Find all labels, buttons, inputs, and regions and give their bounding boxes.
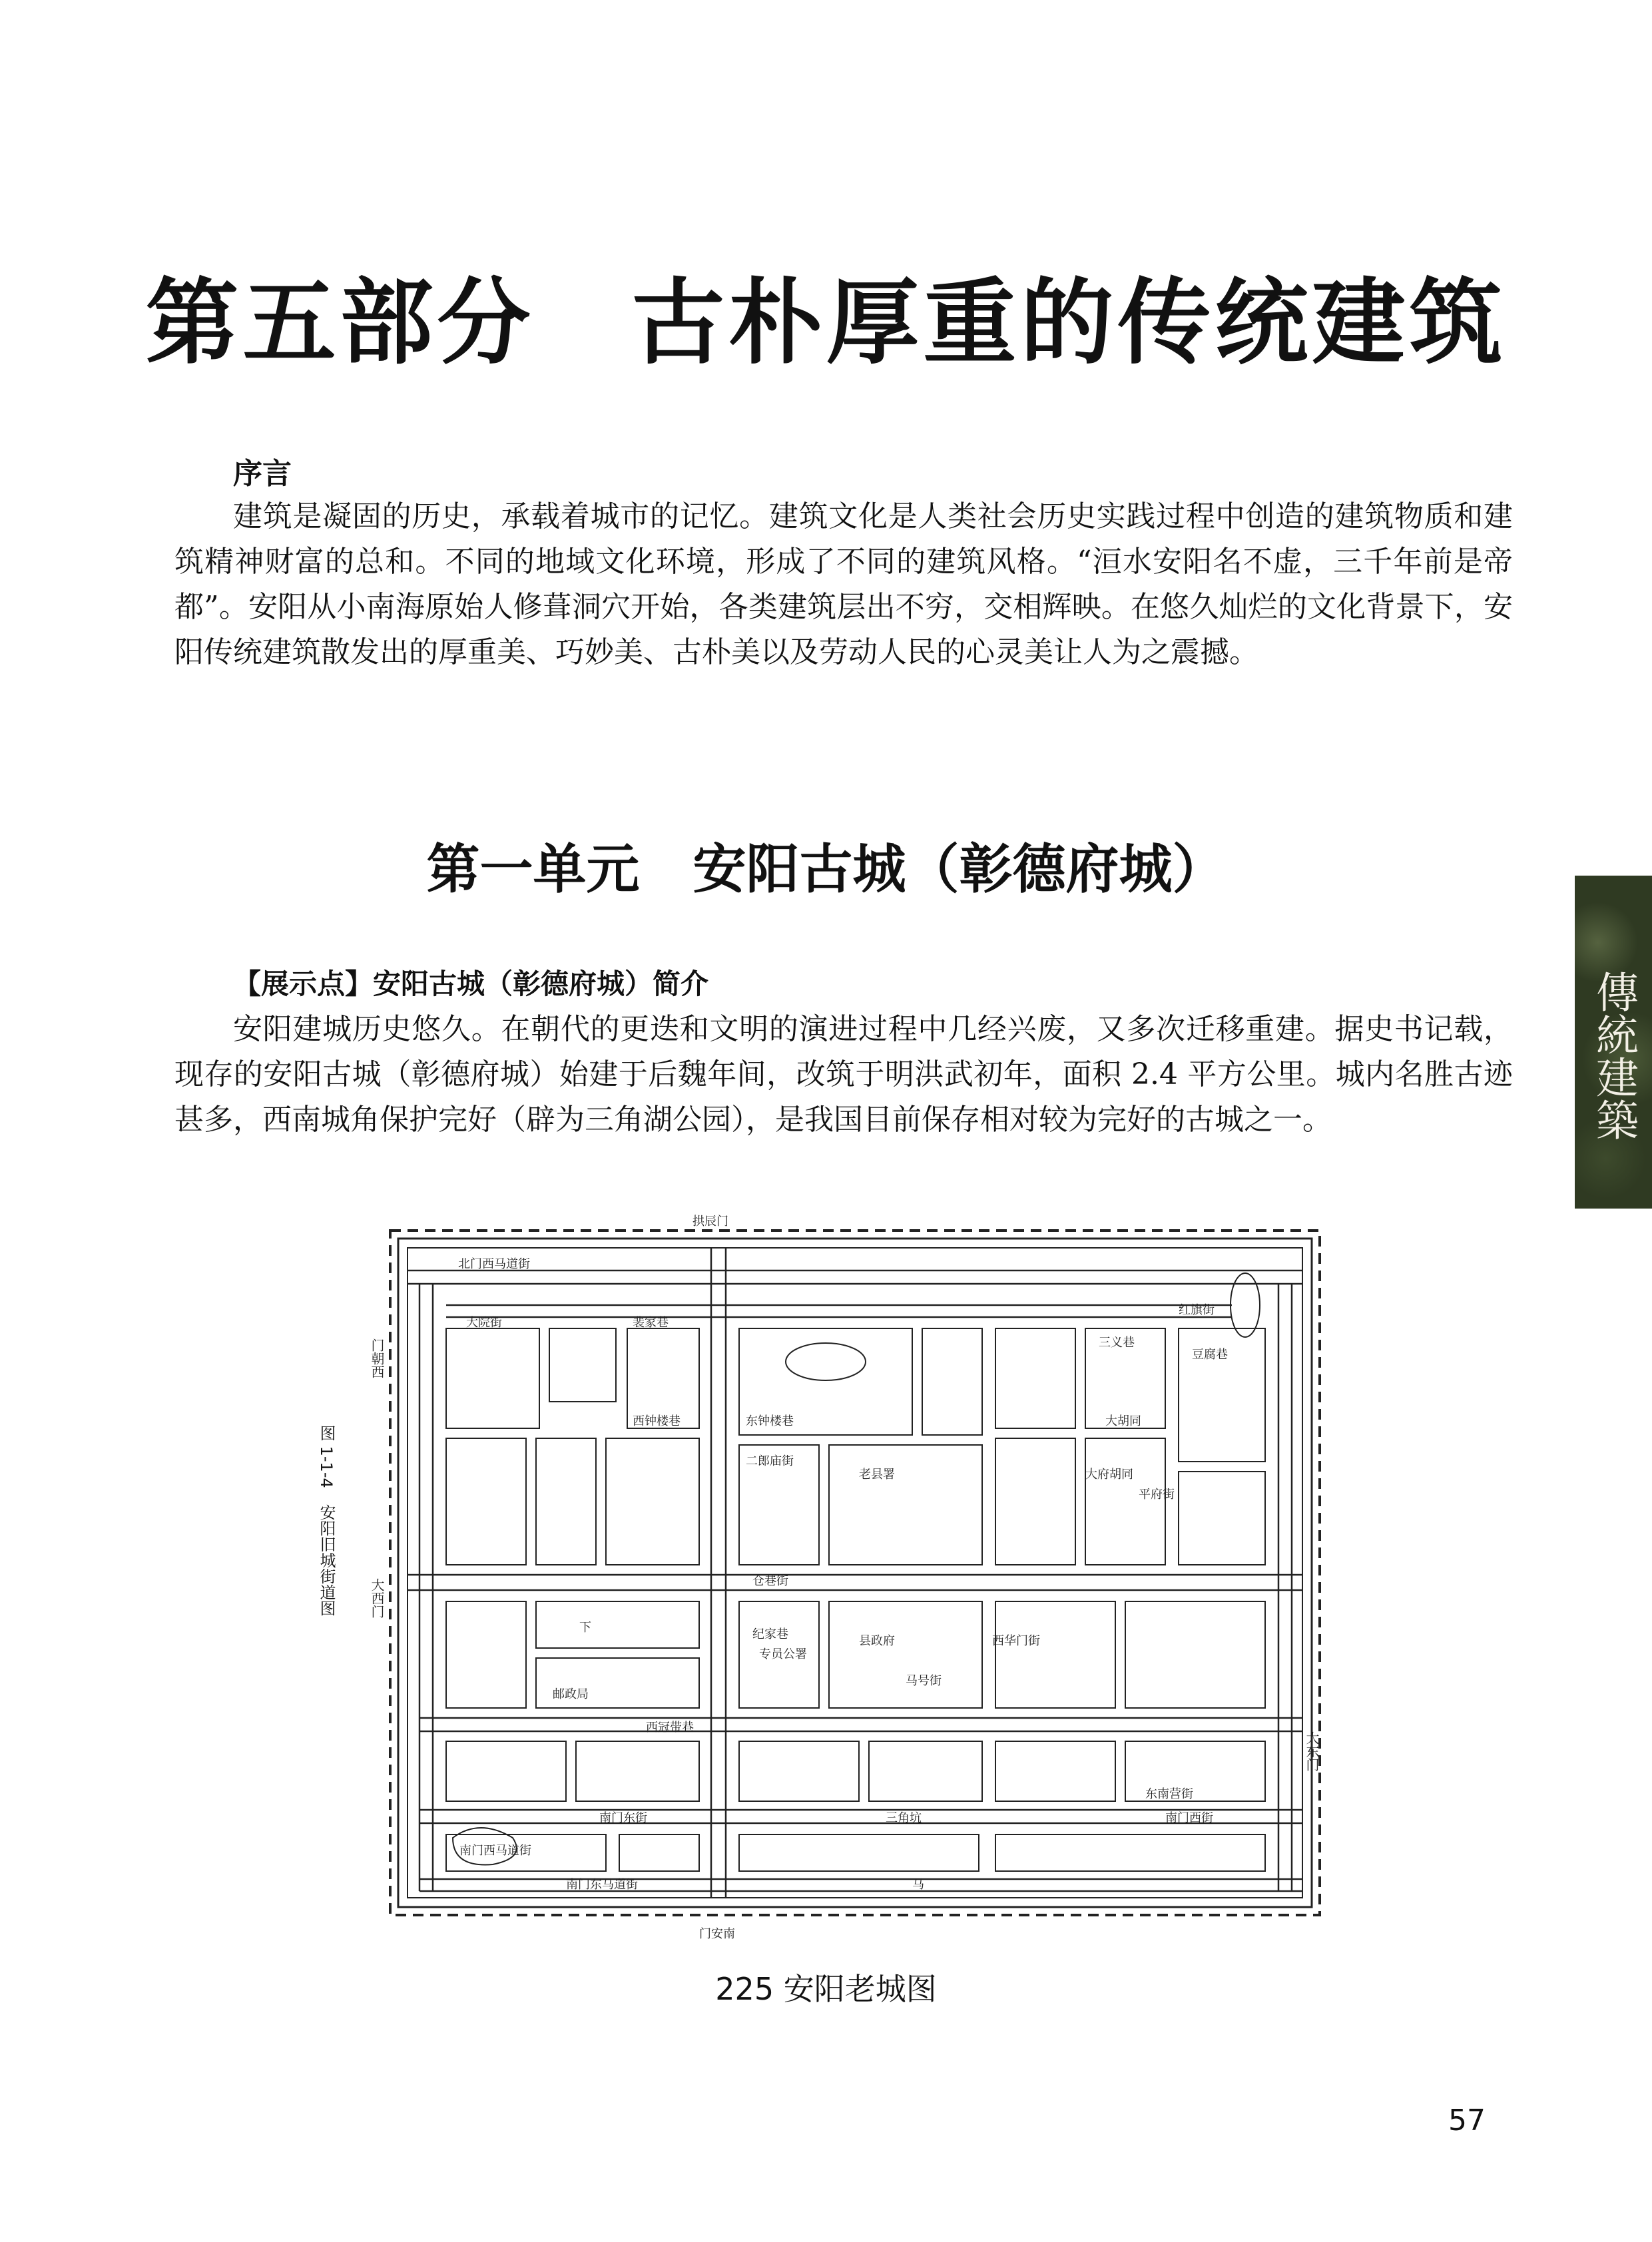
street-label-nanmenximadao: 南门东马道街: [566, 1878, 638, 1892]
side-tab-label: 傳統建築: [1589, 970, 1638, 1141]
street-label-xihuamen: 县政府: [859, 1634, 895, 1648]
figure-caption: 225 安阳老城图: [715, 1971, 937, 2007]
page-number: 57: [1448, 2103, 1486, 2137]
ponds: [453, 1273, 1260, 1865]
street-label-dongzhonglou: 东钟楼巷: [746, 1414, 794, 1428]
map-gate-labels-side: [369, 1338, 1320, 1771]
city-blocks: [446, 1328, 1265, 1871]
gate-west-north-label: 门朝西: [369, 1338, 385, 1378]
gate-east-label: 大东门: [1304, 1731, 1320, 1771]
street-label-sanyi: 三义巷: [1099, 1336, 1135, 1350]
preface-paragraph: 建筑是凝固的历史，承载着城市的记忆。建筑文化是人类社会历史实践过程中创造的建筑物质和建筑精神财富的总和。不同的地域文化环境，形成了不同的建筑风格。“洹水安阳名不虚，三千年前是帝都”。安阳从小南海原始人修葺洞穴开始，各类建筑层出不穷，交相辉映。在悠久灿烂的文化背景下，安阳传统建筑散发出的厚重美、巧妙美、古朴美以及劳动人民的心灵美让人为之震撼。: [174, 499, 1513, 669]
street-label-pingfu: 平府街: [1139, 1488, 1175, 1502]
street-label-nanmendongmadao: 马: [912, 1878, 924, 1892]
street-label-laoxianshu: 老县署: [859, 1468, 895, 1482]
street-label-nanmendong: 三角坑: [886, 1811, 922, 1825]
street-label-jijia: 下: [579, 1621, 591, 1635]
gate-west-south-label: 大西门: [369, 1578, 385, 1618]
map-labels: [458, 1215, 1228, 1941]
preface-heading: 序言: [233, 457, 292, 491]
gate-south-label: 门安南: [699, 1927, 735, 1941]
city-wall: [398, 1239, 1312, 1907]
map-figure: [369, 1205, 1338, 1944]
street-label-nw: 北门西马道街: [458, 1257, 530, 1271]
street-label-xianzhengfu: 专员公署: [759, 1647, 807, 1661]
unit-title: 第一单元 安阳古城（彰德府城）: [426, 838, 1226, 900]
street-label-xiguandai: 邮政局: [553, 1687, 589, 1701]
street-label-xizhonglou: 西钟楼巷: [633, 1414, 681, 1428]
street-label-dongnanying: 南门西街: [1165, 1811, 1213, 1825]
map-figure-id: 图 1-1-4 安阳旧城街道图: [317, 1425, 336, 1616]
old-city-map: [317, 1205, 1338, 1944]
street-label-dahutong: 大胡同: [1105, 1414, 1141, 1428]
park-label-sanjiaokeng: 南门西马道街: [459, 1844, 531, 1858]
street-label-mahao: 西华门街: [992, 1634, 1040, 1648]
exhibit-paragraph: 安阳建城历史悠久。在朝代的更迭和文明的演进过程中几经兴废，又多次迁移重建。据史书记载，现存的安阳古城（彰德府城）始建于后魏年间，改筑于明洪武初年，面积 2.4 平方公里。城内名胜古迹甚多，西南城角保护完好（辟为三角湖公园），是我国目前保存相对较为完好的古城之一。: [174, 1012, 1513, 1137]
street-label-nandadao: 东南营街: [1145, 1787, 1193, 1801]
exhibit-heading: 【展示点】安阳古城（彰德府城）简介: [233, 968, 709, 1000]
street-label-nanmenxi: 南门东街: [599, 1811, 647, 1825]
street-label-gulou: 仓巷街: [752, 1574, 788, 1588]
street-label-dongguandai: 西冠带巷: [646, 1721, 694, 1735]
street-label-youzheng: 马号街: [906, 1674, 942, 1688]
street-label-hongqi: 红旗街: [1179, 1303, 1215, 1317]
street-label-dayuan: 大院街: [466, 1316, 502, 1330]
street-label-doufu: 豆腐巷: [1192, 1348, 1228, 1362]
street-label-peijia: 裴家巷: [633, 1316, 669, 1330]
street-label-erlangmiao: 二郎庙街: [746, 1454, 794, 1468]
part-title: 第五部分 古朴厚重的传统建筑: [145, 268, 1507, 378]
street-label-zhuanyuan: 纪家巷: [752, 1627, 788, 1641]
street-label-dafu: 大府胡同: [1085, 1468, 1133, 1482]
gate-north-label: 拱辰门: [692, 1215, 728, 1229]
side-tab: [1575, 876, 1652, 1209]
